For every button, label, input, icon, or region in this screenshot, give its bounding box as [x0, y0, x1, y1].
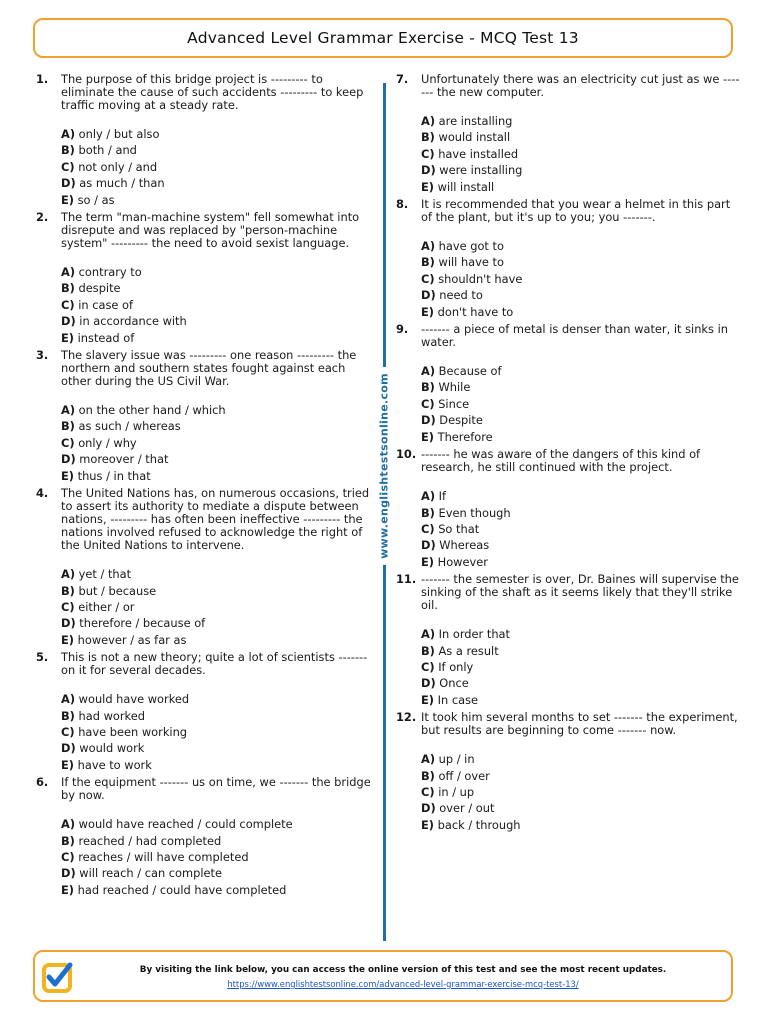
footer-link[interactable]: https://www.englishtestsonline.com/advanced-level-grammar-exercise-mcq-test-13/ — [227, 979, 579, 989]
option-letter: E) — [421, 179, 434, 194]
option-text: both / and — [78, 143, 137, 158]
option-letter: A) — [61, 692, 76, 707]
answer-option[interactable] — [421, 692, 742, 708]
answer-option[interactable] — [61, 566, 376, 582]
answer-option[interactable] — [421, 287, 742, 303]
answer-option[interactable] — [61, 451, 376, 467]
footer-box — [33, 950, 733, 1002]
answer-option[interactable] — [61, 583, 376, 599]
option-text: have got to — [438, 239, 504, 254]
option-letter: D) — [61, 452, 76, 467]
option-text: So that — [438, 521, 480, 536]
option-text: If — [438, 489, 447, 504]
option-letter: B) — [61, 281, 75, 296]
left-column — [36, 73, 376, 901]
answer-option[interactable] — [421, 800, 742, 816]
answer-option[interactable] — [421, 626, 742, 642]
option-text: will install — [437, 179, 495, 194]
question-number: 11. — [396, 572, 417, 587]
right-column — [396, 73, 742, 836]
title-box — [33, 18, 733, 58]
question-text: It is recommended that you wear a helmet in this part of the plant, but it's up to you; you -------. — [421, 197, 731, 225]
option-letter: B) — [421, 643, 435, 658]
option-text: either / or — [78, 599, 135, 614]
option-text: While — [438, 380, 471, 395]
checkbox-icon — [41, 960, 75, 994]
option-text: were installing — [439, 163, 523, 178]
option-letter: D) — [421, 413, 436, 428]
option-letter: A) — [421, 114, 436, 128]
option-text: As a result — [438, 643, 499, 658]
question-text: The slavery issue was --------- one reason --------- the northern and southern states fought against each other during the US Civil War. — [61, 348, 357, 389]
option-letter: E) — [421, 429, 434, 444]
option-letter: C) — [421, 146, 435, 161]
option-letter: A) — [61, 817, 76, 832]
question-number: 3. — [36, 348, 49, 363]
option-text: don't have to — [437, 304, 514, 319]
option-letter: B) — [421, 505, 435, 520]
option-letter: A) — [61, 127, 76, 141]
option-letter: A) — [421, 752, 436, 767]
question-body — [421, 711, 742, 833]
question-text: If the equipment ------- us on time, we ------- the bridge by now. — [61, 775, 371, 803]
option-text: had worked — [78, 708, 145, 723]
option-text: However — [437, 554, 488, 569]
question-item — [36, 349, 376, 484]
option-letter: B) — [61, 143, 75, 158]
answer-option[interactable] — [421, 396, 742, 412]
option-letter: D) — [61, 741, 76, 756]
answer-option[interactable] — [61, 159, 376, 175]
question-item — [396, 573, 742, 708]
answer-option[interactable] — [421, 784, 742, 800]
option-letter: C) — [421, 271, 435, 286]
option-text: however / as far as — [77, 632, 187, 647]
answer-option[interactable] — [421, 379, 742, 395]
option-text: as such / whereas — [78, 419, 181, 434]
option-letter: A) — [421, 364, 436, 379]
answer-option[interactable] — [421, 429, 742, 445]
option-text: had reached / could have completed — [77, 882, 287, 897]
option-letter: E) — [61, 632, 74, 647]
answer-option[interactable] — [61, 691, 376, 707]
option-text: have to work — [77, 757, 152, 772]
option-letter: D) — [421, 801, 436, 816]
question-body — [421, 448, 742, 570]
answer-option[interactable] — [61, 882, 376, 898]
question-body — [421, 573, 742, 708]
option-letter: C) — [61, 849, 75, 864]
answer-option[interactable] — [61, 142, 376, 158]
option-text: have installed — [438, 146, 519, 161]
option-text: will reach / can complete — [79, 866, 222, 881]
option-letter: C) — [421, 396, 435, 411]
answer-option[interactable] — [421, 129, 742, 145]
option-letter: B) — [421, 130, 435, 145]
option-text: but / because — [78, 583, 157, 598]
option-text: In case — [437, 692, 479, 707]
option-text: would have worked — [78, 692, 190, 707]
option-text: in accordance with — [79, 314, 187, 329]
option-letter: A) — [421, 239, 436, 254]
answer-option[interactable] — [421, 554, 742, 570]
option-letter: D) — [421, 288, 436, 303]
answer-option[interactable] — [61, 435, 376, 451]
answer-option[interactable] — [421, 751, 742, 767]
question-text: ------- a piece of metal is denser than water, it sinks in water. — [421, 322, 728, 350]
answer-option[interactable] — [61, 708, 376, 724]
option-text: in / up — [438, 784, 475, 799]
option-text: thus / in that — [77, 468, 151, 483]
question-body — [61, 349, 376, 484]
option-text: would install — [438, 130, 511, 145]
answer-option[interactable] — [61, 468, 376, 484]
answer-option[interactable] — [61, 724, 376, 740]
option-letter: D) — [421, 163, 436, 178]
option-letter: B) — [61, 708, 75, 723]
option-text: not only / and — [78, 159, 158, 174]
option-text: over / out — [439, 801, 495, 816]
question-number: 2. — [36, 210, 49, 225]
question-item — [36, 487, 376, 648]
option-text: need to — [439, 288, 483, 303]
option-letter: C) — [61, 435, 75, 450]
question-text: ------- he was aware of the dangers of this kind of research, he still continued with the project. — [421, 447, 701, 475]
option-text: reaches / will have completed — [78, 849, 249, 864]
question-body — [61, 651, 376, 773]
option-text: Since — [438, 396, 470, 411]
question-text: It took him several months to set ------- the experiment, but results are beginning to come ------- now. — [421, 710, 738, 738]
question-number: 5. — [36, 650, 49, 665]
answer-option[interactable] — [61, 816, 376, 832]
option-letter: C) — [421, 784, 435, 799]
question-text: The term "man-machine system" fell somewhat into disrepute and was replaced by "person-machine system" --------- the need to avoid sexist language. — [61, 210, 360, 251]
option-letter: A) — [61, 567, 76, 582]
answer-option[interactable] — [61, 615, 376, 631]
question-item — [396, 448, 742, 570]
answer-option[interactable] — [421, 238, 742, 254]
option-text: Because of — [438, 364, 502, 379]
question-text: The United Nations has, on numerous occasions, tried to assert its authority to mediate a dispute between nations, --------- has often been ineffective --------- the nations involved refused to acknowledge the right of the United Nations to intervene. — [61, 486, 370, 553]
answer-option[interactable] — [421, 521, 742, 537]
option-letter: B) — [421, 768, 435, 783]
option-letter: C) — [61, 297, 75, 312]
option-letter: E) — [61, 192, 74, 207]
option-text: back / through — [437, 817, 521, 832]
answer-option[interactable] — [421, 488, 742, 504]
question-number: 12. — [396, 710, 417, 725]
option-text: If only — [438, 659, 474, 674]
page-title: Advanced Level Grammar Exercise - MCQ Test 13 — [187, 29, 579, 47]
question-text: Unfortunately there was an electricity cut just as we ------- the new computer. — [421, 72, 740, 99]
question-number: 4. — [36, 486, 49, 501]
option-text: would have reached / could complete — [78, 817, 293, 832]
option-letter: E) — [421, 692, 434, 707]
question-item — [396, 711, 742, 833]
question-text: ------- the semester is over, Dr. Baines will supervise the sinking of the shaft as it seems likely that they'll strike oil. — [421, 572, 739, 613]
option-text: contrary to — [78, 265, 142, 280]
answer-option[interactable] — [61, 330, 376, 346]
option-letter: B) — [61, 419, 75, 434]
question-body — [61, 73, 376, 208]
answer-option[interactable] — [61, 297, 376, 313]
option-text: have been working — [78, 724, 188, 739]
option-letter: E) — [421, 304, 434, 319]
question-body — [61, 776, 376, 898]
option-text: moreover / that — [79, 452, 169, 467]
question-item — [396, 198, 742, 320]
answer-option[interactable] — [61, 849, 376, 865]
option-text: Whereas — [439, 538, 490, 553]
option-letter: D) — [421, 676, 436, 691]
answer-option[interactable] — [61, 865, 376, 881]
option-letter: D) — [421, 538, 436, 553]
option-letter: E) — [61, 757, 74, 772]
question-number: 9. — [396, 322, 409, 337]
option-letter: C) — [61, 599, 75, 614]
answer-option[interactable] — [61, 264, 376, 280]
answer-option[interactable] — [421, 162, 742, 178]
option-letter: A) — [61, 403, 76, 418]
question-number: 6. — [36, 775, 49, 790]
question-number: 10. — [396, 447, 417, 462]
question-text: The purpose of this bridge project is --------- to eliminate the cause of such accidents --------- to keep traffic moving at a steady rate. — [61, 72, 364, 112]
option-letter: B) — [421, 380, 435, 395]
option-letter: C) — [61, 724, 75, 739]
answer-option[interactable] — [421, 179, 742, 195]
answer-option[interactable] — [421, 271, 742, 287]
question-item — [396, 73, 742, 195]
option-text: are installing — [438, 114, 513, 128]
question-body — [61, 211, 376, 346]
option-letter: B) — [61, 583, 75, 598]
answer-option[interactable] — [421, 768, 742, 784]
option-text: only / why — [78, 435, 137, 450]
answer-option[interactable] — [61, 126, 376, 142]
question-number: 8. — [396, 197, 409, 212]
option-letter: A) — [61, 265, 76, 280]
option-text: Therefore — [437, 429, 493, 444]
option-text: Despite — [439, 413, 483, 428]
question-body — [421, 73, 742, 195]
answer-option[interactable] — [421, 412, 742, 428]
option-text: in case of — [78, 297, 133, 312]
question-item — [36, 776, 376, 898]
question-item — [36, 211, 376, 346]
option-letter: D) — [61, 616, 76, 631]
option-text: off / over — [438, 768, 490, 783]
option-letter: E) — [421, 554, 434, 569]
option-text: shouldn't have — [438, 271, 523, 286]
answer-option[interactable] — [61, 175, 376, 191]
answer-option[interactable] — [421, 113, 742, 129]
answer-option[interactable] — [421, 659, 742, 675]
answer-option[interactable] — [61, 418, 376, 434]
option-letter: E) — [61, 468, 74, 483]
option-letter: D) — [61, 866, 76, 881]
option-text: Even though — [438, 505, 511, 520]
answer-option[interactable] — [61, 757, 376, 773]
watermark-url: www.englishtestsonline.com — [378, 367, 391, 565]
option-letter: E) — [421, 817, 434, 832]
option-text: therefore / because of — [79, 616, 206, 631]
option-text: yet / that — [78, 567, 132, 582]
option-letter: A) — [421, 489, 436, 504]
question-body — [421, 323, 742, 445]
answer-option[interactable] — [421, 675, 742, 691]
option-letter: E) — [61, 330, 74, 345]
question-item — [36, 651, 376, 773]
answer-option[interactable] — [61, 599, 376, 615]
question-number: 7. — [396, 72, 409, 86]
option-text: instead of — [77, 330, 135, 345]
answer-option[interactable] — [61, 280, 376, 296]
option-letter: B) — [421, 255, 435, 270]
answer-option[interactable] — [421, 643, 742, 659]
option-text: only / but also — [78, 127, 160, 141]
option-text: In order that — [438, 627, 510, 642]
answer-option[interactable] — [61, 632, 376, 648]
option-letter: C) — [421, 659, 435, 674]
option-text: on the other hand / which — [78, 403, 226, 418]
answer-option[interactable] — [61, 833, 376, 849]
footer-text: By visiting the link below, you can access the online version of this test and see the most recent updates. — [139, 965, 667, 975]
answer-option[interactable] — [421, 537, 742, 553]
question-body — [421, 198, 742, 320]
option-letter: E) — [61, 882, 74, 897]
answer-option[interactable] — [61, 313, 376, 329]
answer-option[interactable] — [421, 817, 742, 833]
question-item — [36, 73, 376, 208]
question-number: 1. — [36, 72, 49, 86]
answer-option[interactable] — [61, 192, 376, 208]
answer-option[interactable] — [61, 740, 376, 756]
answer-option[interactable] — [421, 304, 742, 320]
option-letter: D) — [61, 176, 76, 191]
option-letter: C) — [421, 521, 435, 536]
answer-option[interactable] — [61, 402, 376, 418]
answer-option[interactable] — [421, 363, 742, 379]
option-text: Once — [439, 676, 469, 691]
option-text: so / as — [77, 192, 115, 207]
option-letter: C) — [61, 159, 75, 174]
option-text: up / in — [438, 752, 475, 767]
option-text: as much / than — [79, 176, 165, 191]
question-body — [61, 487, 376, 648]
option-letter: B) — [61, 833, 75, 848]
option-text: will have to — [438, 255, 504, 270]
option-text: despite — [78, 281, 121, 296]
option-letter: D) — [61, 314, 76, 329]
question-text: This is not a new theory; quite a lot of scientists ------- on it for several decades. — [61, 650, 368, 678]
option-text: would work — [79, 741, 145, 756]
option-letter: A) — [421, 627, 436, 642]
answer-option[interactable] — [421, 146, 742, 162]
answer-option[interactable] — [421, 505, 742, 521]
answer-option[interactable] — [421, 254, 742, 270]
question-item — [396, 323, 742, 445]
option-text: reached / had completed — [78, 833, 222, 848]
